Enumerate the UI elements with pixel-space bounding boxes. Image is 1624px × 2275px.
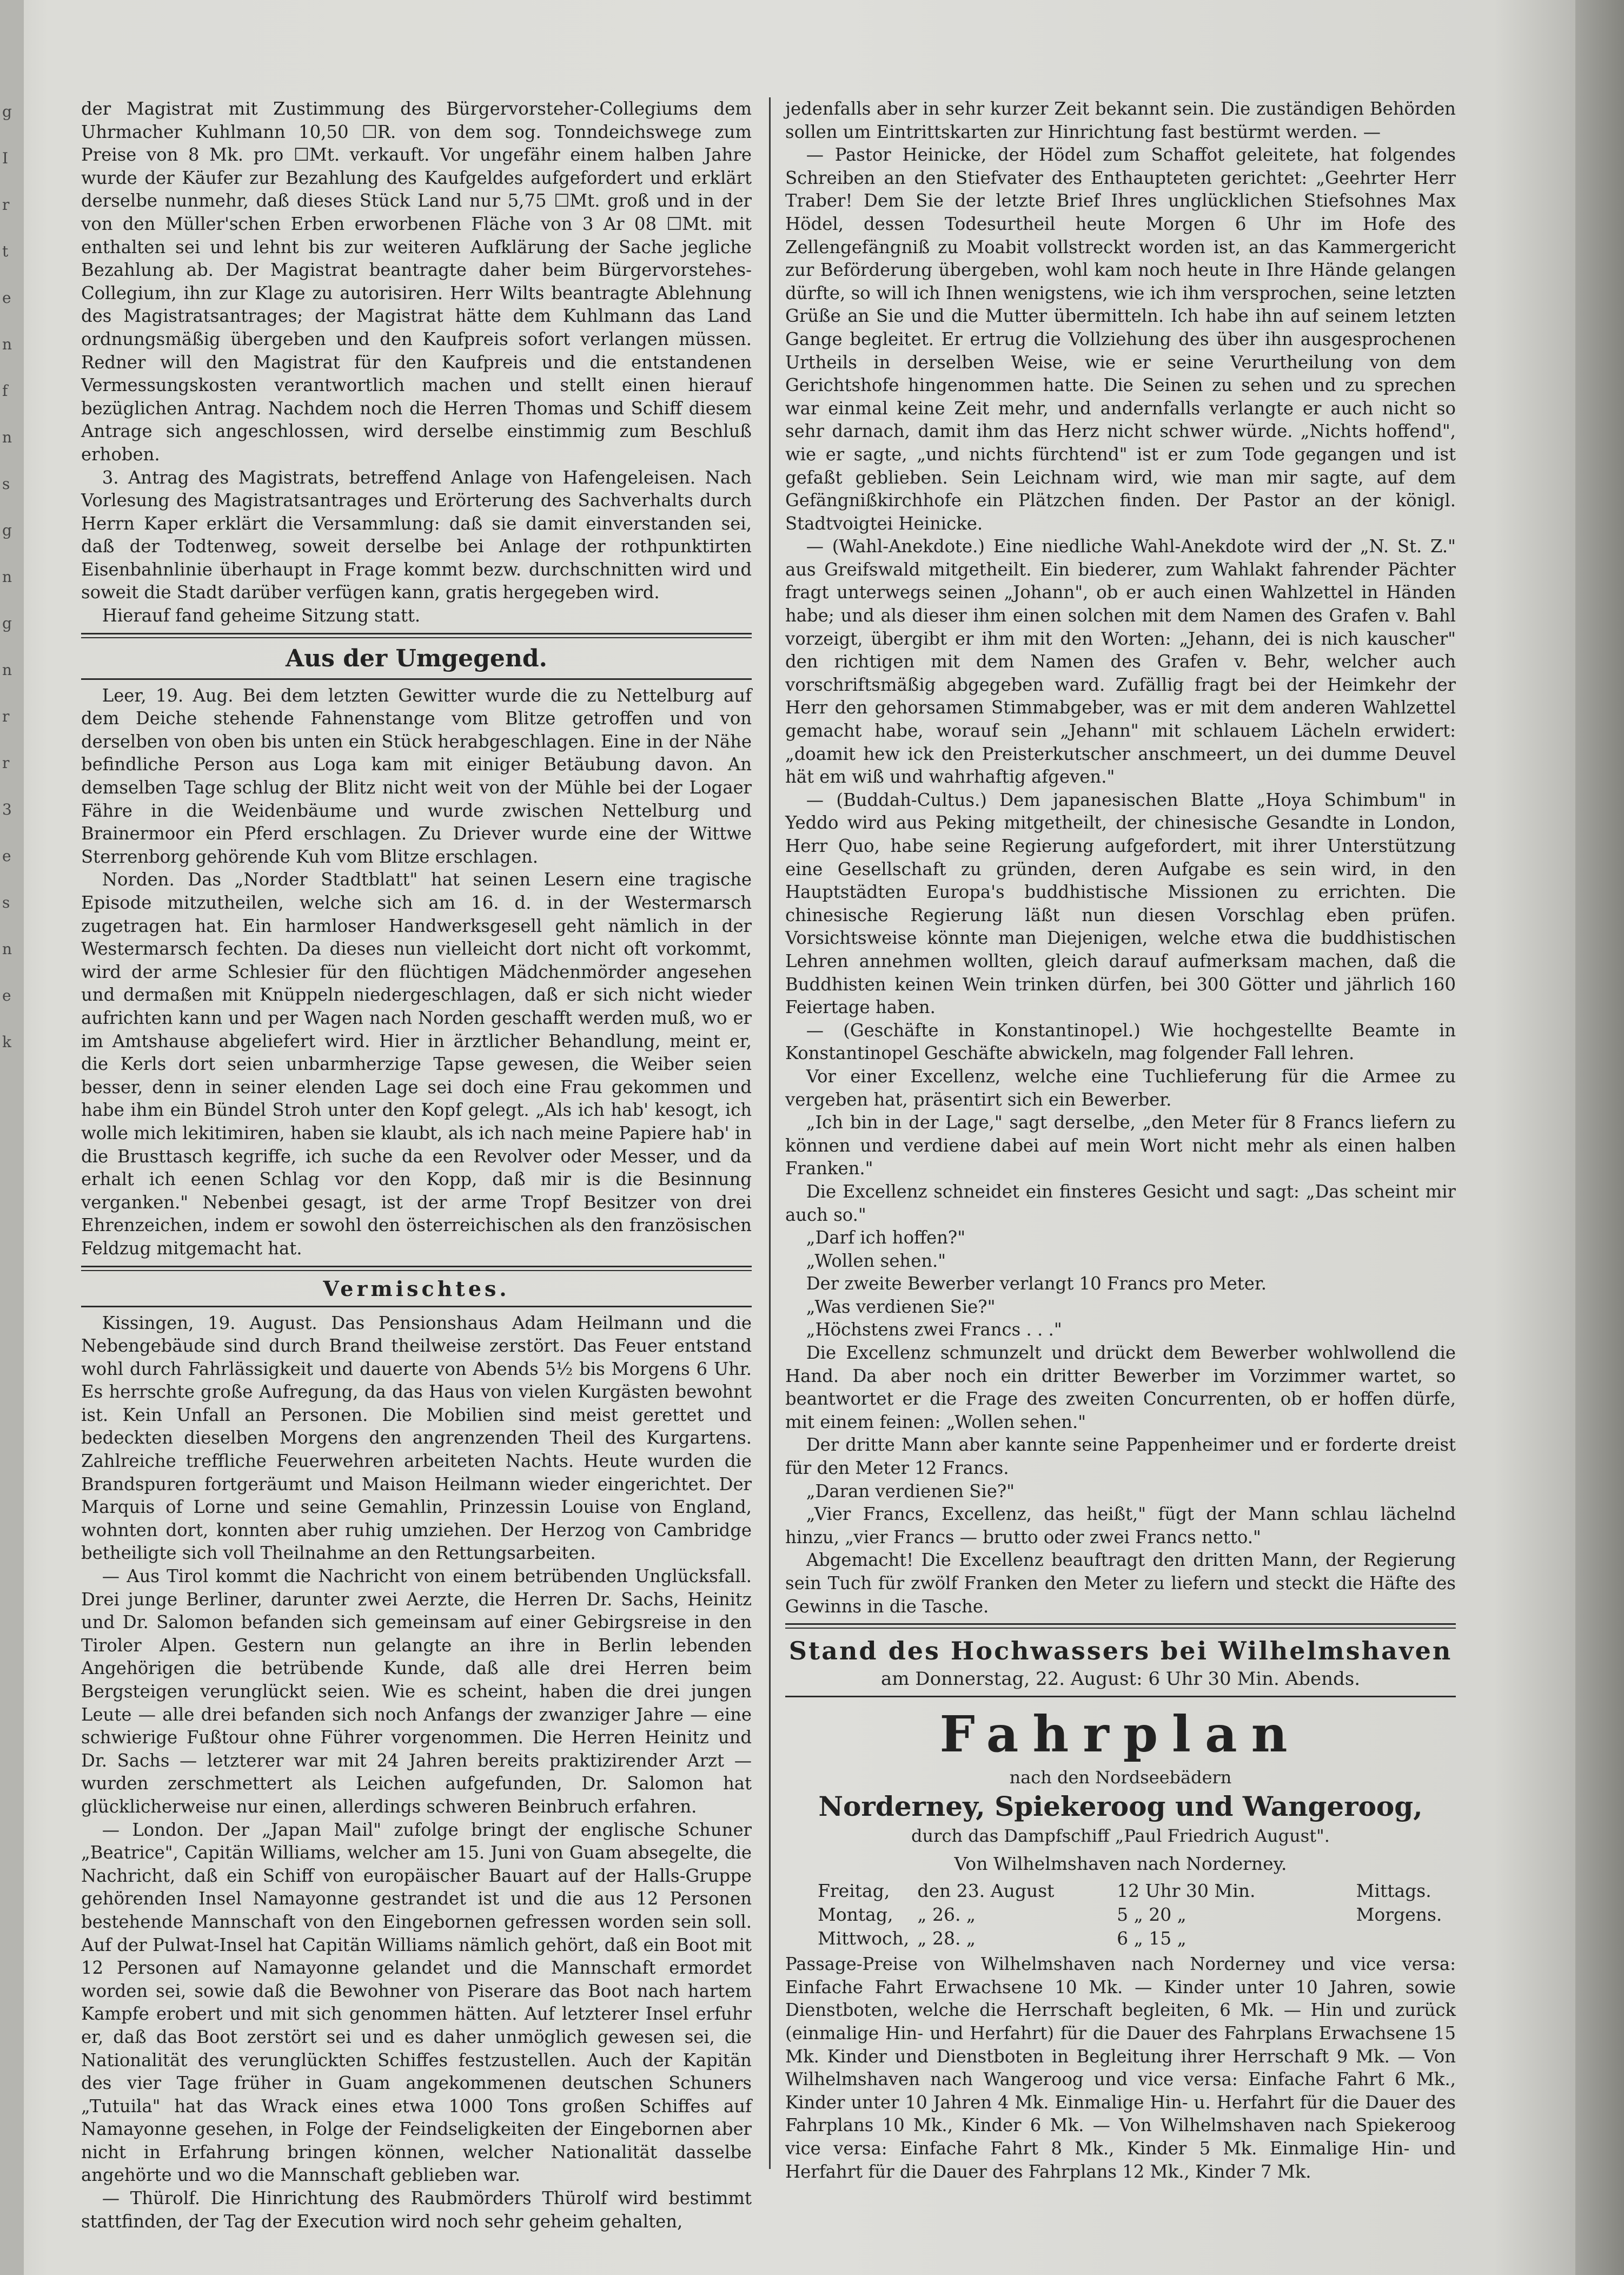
konstantinopel-line: „Wollen sehen." [806, 1250, 946, 1271]
konstantinopel-line: Der zweite Bewerber verlangt 10 Francs pro Meter. [806, 1273, 1267, 1294]
column-divider [769, 97, 771, 2169]
margin-glyph: r [2, 754, 10, 772]
fahrplan-destinations: Norderney, Spiekeroog und Wangeroog, [818, 1790, 1423, 1823]
vermischtes-heading: Vermischtes. [323, 1276, 510, 1301]
margin-glyph: 3 [2, 801, 12, 818]
flood-date: am Donnerstag, 22. August: 6 Uhr 30 Min. Abends. [880, 1668, 1361, 1690]
schedule-time: 5 „ 20 „ [1117, 1904, 1186, 1926]
fahrplan-route: Von Wilhelmshaven nach Norderney. [954, 1853, 1287, 1875]
section-rule [81, 678, 752, 680]
konstantinopel-line: Der dritte Mann aber kannte seine Pappenheimer und er forderte dreist für den Meter 12 Francs. [785, 1434, 1456, 1479]
umgegend-heading: Aus der Umgegend. [286, 644, 547, 672]
konstantinopel-line: Die Excellenz schmunzelt und drückt dem Bewerber wohlwollend die Hand. Da aber noch ein dritter Bewerber im Vorzimmer wartet, so beantwortet er die Frage des zweiten Concurrenten, ob er hoffen dürfe, mit einem feinen: „Wollen sehen." [785, 1342, 1456, 1432]
adjacent-page-edge [0, 0, 24, 2275]
section-rule [81, 1306, 752, 1307]
london-article: — London. Der „Japan Mail" zufolge bringt der englische Schuner „Beatrice", Capitän Williams, welcher am 15. Juni von Guam absegelte, die Nachricht, daß ein Schiff von europäischer Bauart auf der Halls-Gruppe gehörenden Insel Namayonne gestrandet ist und die aus 12 Personen bestehende Mannschaft von den Eingebornen gefressen worden sein soll. Auf der Pulwat-Insel hat Capitän Williams nämlich gehört, daß ein Boot mit 12 Personen auf Namayonne gelandet und die Mannschaft ermordet worden sei, sowie daß die Bewohner von Piserare das Boot nach hartem Kampfe erobert und mit sich genommen hätten. Auf letzterer Insel erfuhr er, daß das Boot zerstört sei und es daher unmöglich gewesen sei, die Nationalität des verunglückten Schiffes festzustellen. Auch der Kapitän des vier Tage früher in Guam angekommenen deutschen Schuners „Tutuila" hat das Wrack eines etwa 1000 Tons großen Schiffes auf Namayonne gesehen, in Folge der Feindseligkeiten der Eingebornen aber nicht in Erfahrung bringen können, welcher Nationalität dasselbe angehörte und wo die Mannschaft geblieben war. [81, 1819, 752, 2186]
schedule-day: Montag, [818, 1904, 893, 1926]
schedule-time: 6 „ 15 „ [1117, 1928, 1186, 1949]
magistrat-paragraph: der Magistrat mit Zustimmung des Bürgervorsteher-Collegiums dem Uhrmacher Kuhlmann 10,50 ☐R. von dem sog. Tonndeichswege zum Preise von 8 Mk. pro ☐Mt. verkauft. Vor ungefähr einem halben Jahre wurde der Käufer zur Bezahlung des Kaufgeldes aufgefordert und erklärt derselbe nunmehr, daß dieses Stück Land nur 5,75 ☐Mt. groß und in der von den Müller'schen Erben erworbenen Fläche von 3 Ar 08 ☐Mt. mit enthalten sei und lehnt bis zur weiteren Aufklärung der Sache jegliche Bezahlung ab. Der Magistrat beantragte daher beim Bürgervorstehes-Collegium, ihn zur Klage zu autorisiren. Herr Wilts beantragte Ablehnung des Magistratsantrages; der Magistrat hätte dem Kuhlmann das Land ordnungsmäßig übergeben und den Kaufpreis sofort verlangen müssen. Redner will den Magistrat für den Kaufpreis und die entstandenen Vermessungskosten verantwortlich machen und stellt einen hierauf bezüglichen Antrag. Nachdem noch die Herren Thomas und Schiff diesem Antrage sich angeschlossen, wird derselbe einstimmig zum Beschluß erhoben. [81, 98, 752, 465]
konstantinopel-line: Die Excellenz schneidet ein finsteres Gesicht und sagt: „Das scheint mir auch so." [785, 1181, 1456, 1225]
margin-glyph: s [2, 475, 10, 493]
margin-glyph: g [2, 614, 12, 632]
margin-glyph: g [2, 103, 12, 121]
margin-glyph: s [2, 894, 10, 911]
schedule-date: „ 26. „ [917, 1904, 976, 1926]
hafengeleise-paragraph: 3. Antrag des Magistrats, betreffend Anlage von Hafengeleisen. Nach Vorlesung des Magistratsantrages und Erörterung des Sachverhalts durch Herrn Kaper erklärt die Versammlung: daß sie damit einverstanden sei, daß der Todtenweg, soweit derselbe bei Anlage der rothpunktirten Eisenbahnlinie überhaupt in Frage kommt bezw. durchschnitten wird und soweit die Stadt darüber verfügen kann, gratis hergegeben wird. [81, 467, 752, 603]
leer-article: Leer, 19. Aug. Bei dem letzten Gewitter wurde die zu Nettelburg auf dem Deiche stehende Fahnenstange vom Blitze getroffen und von derselben von oben bis unten ein Stück herabgeschlagen. Eine in der Nähe befindliche Person aus Loga kam mit einiger Betäubung davon. An demselben Tage schlug der Blitz nicht weit von der Mühle bei der Logaer Fähre in die Weidenbäume und wurde zwischen Nettelburg und Brainermoor ein Pferd erschlagen. Zu Driever wurde eine der Wittwe Sterrenborg gehörende Kuh vom Blitze erschlagen. [81, 685, 752, 867]
section-rule [81, 1266, 752, 1271]
schedule-time: 12 Uhr 30 Min. [1117, 1880, 1256, 1902]
margin-glyph: r [2, 707, 10, 725]
schedule-date: den 23. August [917, 1880, 1055, 1902]
margin-glyph: f [2, 382, 8, 400]
schedule-part: Morgens. [1356, 1904, 1442, 1926]
schedule-row [818, 1879, 1456, 1903]
margin-glyph: n [2, 661, 12, 679]
konstantinopel-line: „Vier Francs, Excellenz, das heißt," fügt der Mann schlau lächelnd hinzu, „vier Francs — brutto oder zwei Francs netto." [785, 1504, 1456, 1547]
schedule-day: Freitag, [818, 1880, 890, 1902]
right-column [785, 97, 1456, 2183]
execution-continuation: jedenfalls aber in sehr kurzer Zeit bekannt sein. Die zuständigen Behörden sollen um Eintrittskarten zur Hinrichtung fast bestürmt werden. — [785, 98, 1456, 142]
buddah-cultus: — (Buddah-Cultus.) Dem japanesischen Blatte „Hoya Schimbum" in Yeddo wird aus Peking mitgetheilt, der chinesische Gesandte in London, Herr Quo, habe seine Regierung aufgefordert, mit ihrer Unterstützung eine Gesellschaft zu gründen, deren Aufgabe es sein wird, in den Hauptstädten Europa's buddhistische Missionen zu errichten. Die chinesische Regierung läßt nun diesen Vorschlag eben prüfen. Vorsichtsweise könnte man Diejenigen, welche etwa die buddhistischen Lehren annehmen wollten, gleich darauf aufmerksam machen, daß die Buddhisten keinen Wein trinken dürfen, bei 300 Götter und jährlich 160 Feiertage haben. [785, 789, 1456, 1018]
fahrplan-subtitle: nach den Nordseebädern [1009, 1767, 1232, 1788]
margin-glyph: n [2, 568, 12, 586]
konstantinopel-line: „Höchstens zwei Francs . . ." [806, 1319, 1062, 1340]
section-rule [785, 1623, 1456, 1629]
left-column [81, 97, 752, 2233]
tirol-article: — Aus Tirol kommt die Nachricht von einem betrübenden Unglücksfall. Drei junge Berliner, darunter zwei Aerzte, die Herren Dr. Sachs, Heinitz und Dr. Salomon befanden sich gemeinsam auf einer Gebirgsreise in den Tiroler Alpen. Gestern nun gelangte an ihre in Berlin lebenden Angehörigen die betrübende Kunde, daß alle drei Herren beim Bergsteigen verunglückt seien. Wie es scheint, haben die drei jungen Leute — alle drei befanden sich noch Anfangs der zwanziger Jahre — eine schwierige Fußtour ohne Führer vorgenommen. Die Herren Heinitz und Dr. Sachs — letzterer war mit 24 Jahren bereits praktizirender Arzt — wurden zerschmettert als Leichen aufgefunden, Dr. Salomon hat glücklicherweise nur einen, allerdings schweren Beinbruch erfahren. [81, 1566, 752, 1817]
margin-glyph: n [2, 428, 12, 446]
schedule-row [818, 1903, 1456, 1927]
schedule-day: Mittwoch, [818, 1928, 910, 1949]
sitzung-note: Hierauf fand geheime Sitzung statt. [102, 605, 421, 626]
schedule-table [818, 1879, 1456, 1950]
margin-glyph: k [2, 1033, 11, 1051]
passage-prices: Passage-Preise von Wilhelmshaven nach Norderney und vice versa: Einfache Fahrt Erwachsene 10 Mk. — Kinder unter 10 Jahren, sowie Dienstboten, welche die Herrschaft begleiten, 6 Mk. — Hin und zurück (einmalige Hin- und Herfahrt) für die Dauer des Fahrplans Erwachsene 15 Mk. Kinder und Dienstboten in Begleitung ihrer Herrschaft 9 Mk. — Von Wilhelmshaven nach Wangeroog und vice versa: Einfache Fahrt 6 Mk., Kinder unter 10 Jahren 4 Mk. Einmalige Hin- u. Herfahrt für die Dauer des Fahrplans 10 Mk., Kinder 6 Mk. — Von Wilhelmshaven nach Spiekeroog vice versa: Einfache Fahrt 8 Mk., Kinder 5 Mk. Einmalige Hin- und Herfahrt für die Dauer des Fahrplans 12 Mk., Kinder 7 Mk. [785, 1954, 1456, 2182]
schedule-part [1356, 1927, 1456, 1950]
margin-glyph: e [2, 847, 11, 865]
fahrplan-title: Fahrplan [939, 1705, 1302, 1764]
konstantinopel-line: „Darf ich hoffen?" [806, 1227, 966, 1248]
schedule-date: „ 28. „ [917, 1928, 976, 1949]
konstantinopel-intro: — (Geschäfte in Konstantinopel.) Wie hochgestellte Beamte in Konstantinopel Geschäfte abwickeln, mag folgender Fall lehren. [785, 1020, 1456, 1064]
konstantinopel-line: Vor einer Excellenz, welche eine Tuchlieferung für die Armee zu vergeben hat, präsentirt sich ein Bewerber. [785, 1066, 1456, 1110]
fahrplan-ship: durch das Dampfschiff „Paul Friedrich August". [911, 1826, 1330, 1847]
konstantinopel-line: „Was verdienen Sie?" [806, 1296, 996, 1317]
margin-glyph: t [2, 242, 9, 260]
kissingen-article: Kissingen, 19. August. Das Pensionshaus Adam Heilmann und die Nebengebäude sind durch Brand theilweise zerstört. Das Feuer entstand wohl durch Fahrlässigkeit und dauerte von Abends 5½ bis Morgens 6 Uhr. Es herrschte große Aufregung, da das Haus von vielen Kurgästen bewohnt ist. Kein Unfall an Personen. Die Mobilien sind meist gerettet und bedeckten dieselben Morgens den angrenzenden Theil des Kurgartens. Zahlreiche treffliche Feuerwehren arbeiteten Nachts. Heute wurden die Brandspuren fortgeräumt und Maison Heilmann wieder eingerichtet. Der Marquis of Lorne und seine Gemahlin, Prinzessin Louise von England, wohnten dort, konnten aber ruhig umziehen. Der Herzog von Cambridge betheiligte sich voll Theilnahme an den Rettungsarbeiten. [81, 1312, 752, 1564]
thuerolf-article: — Thürolf. Die Hinrichtung des Raubmörders Thürolf wird bestimmt stattfinden, der Tag der Execution wird noch sehr geheim gehalten, [81, 2188, 752, 2232]
margin-glyph: e [2, 987, 11, 1004]
schedule-part: Mittags. [1356, 1880, 1431, 1902]
margin-glyph: r [2, 196, 10, 214]
flood-heading: Stand des Hochwassers bei Wilhelmshaven [788, 1636, 1453, 1666]
norden-article: Norden. Das „Norder Stadtblatt" hat seinen Lesern eine tragische Episode mitzutheilen, welche sich am 16. d. in der Westermarsch zugetragen hat. Ein harmloser Handwerksgesell geht nämlich in der Westermarsch fechten. Da dieses nun vielleicht dort nicht oft vorkommt, wird der arme Schlesier für den flüchtigen Mädchenmörder angesehen und dermaßen mit Knüppeln niedergeschlagen, daß er sich nicht wieder aufrichten kann und per Wagen nach Norden geschafft werden muß, wo er im Amtshause abgeliefert wird. Hier in ärztlicher Behandlung, meint er, die Kerls dort seien unbarmherzige Tapse gewesen, die Weiber seien besser, denn in seiner elenden Lage sei doch eine Frau gekommen und habe ihm ein Bündel Stroh unter den Kopf gelegt. „Als ich hab' kesogt, ich wolle mich lekitimiren, haben sie klaubt, als ich nach meine Papiere hab' in die Brusttasch kegriffe, ich suche da een Revolver oder Messer, und da erhalt ich eenen Schlag vor den Kopp, daß mir is die Besinnung verganken." Nebenbei gesagt, ist der arme Tropf Besitzer von drei Ehrenzeichen, indem er sowohl den österreichischen als den französischen Feldzug mitgemacht hat. [81, 869, 752, 1259]
section-rule [785, 1696, 1456, 1697]
wahl-anekdote: — (Wahl-Anekdote.) Eine niedliche Wahl-Anekdote wird der „N. St. Z." aus Greifswald mitgetheilt. Ein biederer, zum Wahlakt fahrender Pächter fragt unterwegs seinen „Johann", ob er auch einen Wahlzettel in Händen habe; und als dieser ihm einen solchen mit dem Namen des Grafen v. Bahl vorzeigt, übergibt er ihm mit den Worten: „Jehann, dei is nich kauscher" den richtigen mit dem Namen des Grafen v. Behr, welcher auch vorschriftsmäßig abgegeben ward. Zufällig fragt bei der Heimkehr der Herr den gehorsamen Stimmabgeber, was er mit dem anderen Wahlzettel gemacht habe, worauf sein „Jehann" mit schlauem Lächeln erwidert: „doamit hew ick den Preisterkutscher anschmeert, un dei dumme Deuvel hät em wiß und wahrhaftig afgeven." [785, 536, 1456, 788]
margin-glyph: n [2, 940, 12, 958]
margin-glyph: n [2, 335, 12, 353]
konstantinopel-line: „Ich bin in der Lage," sagt derselbe, „den Meter für 8 Francs liefern zu können und verdiene dabei auf mein Wort nicht mehr als einen halben Franken." [785, 1112, 1456, 1179]
margin-glyph: e [2, 289, 11, 307]
margin-glyph: I [2, 149, 9, 167]
konstantinopel-line: „Daran verdienen Sie?" [806, 1480, 1015, 1502]
konstantinopel-line: Abgemacht! Die Excellenz beauftragt den dritten Mann, der Regierung sein Tuch für zwölf Franken den Meter zu liefern und steckt die Häfte des Gewinns in die Tasche. [785, 1550, 1456, 1617]
binding-shadow [1575, 0, 1624, 2275]
margin-glyph: g [2, 521, 12, 539]
schedule-row [818, 1927, 1456, 1950]
heinicke-letter: — Pastor Heinicke, der Hödel zum Schaffot geleitete, hat folgendes Schreiben an den Stiefvater des Enthaupteten gerichtet: „Geehrter Herr Traber! Dem Sie der letzte Brief Ihres unglücklichen Stiefsohnes Max Hödel, dessen Todesurtheil heute Morgen 6 Uhr im Hofe des Zellengefängniß zu Moabit vollstreckt worden ist, an das Kammergericht zur Beförderung übergeben, wohl kam noch heute in Ihre Hände gelangen dürfte, so will ich Ihnen wenigstens, wie ich ihm versprochen, seine letzten Grüße an Sie und die Mutter übermitteln. Ich habe ihn auf seinem letzten Gange begleitet. Er ertrug die Vollziehung des über ihn ausgesprochenen Urtheils in derselben Weise, wie er seine Verurtheilung von dem Gerichtshofe hingenommen hatte. Die Seinen zu sehen und zu sprechen war einmal keine Zeit mehr, und andernfalls verlangte er auch nicht so sehr darnach, damit ihm das Herz nicht schwer würde. „Nichts hoffend", wie er sagte, „und nichts fürchtend" ist er zum Tode gegangen und ist gefaßt geblieben. Sein Leichnam wird, wie man mir sagte, auf dem Gefängnißkirchhofe ein Plätzchen finden. Der Pastor an der königl. Stadtvoigtei Heinicke. [785, 144, 1456, 534]
section-rule [81, 633, 752, 638]
